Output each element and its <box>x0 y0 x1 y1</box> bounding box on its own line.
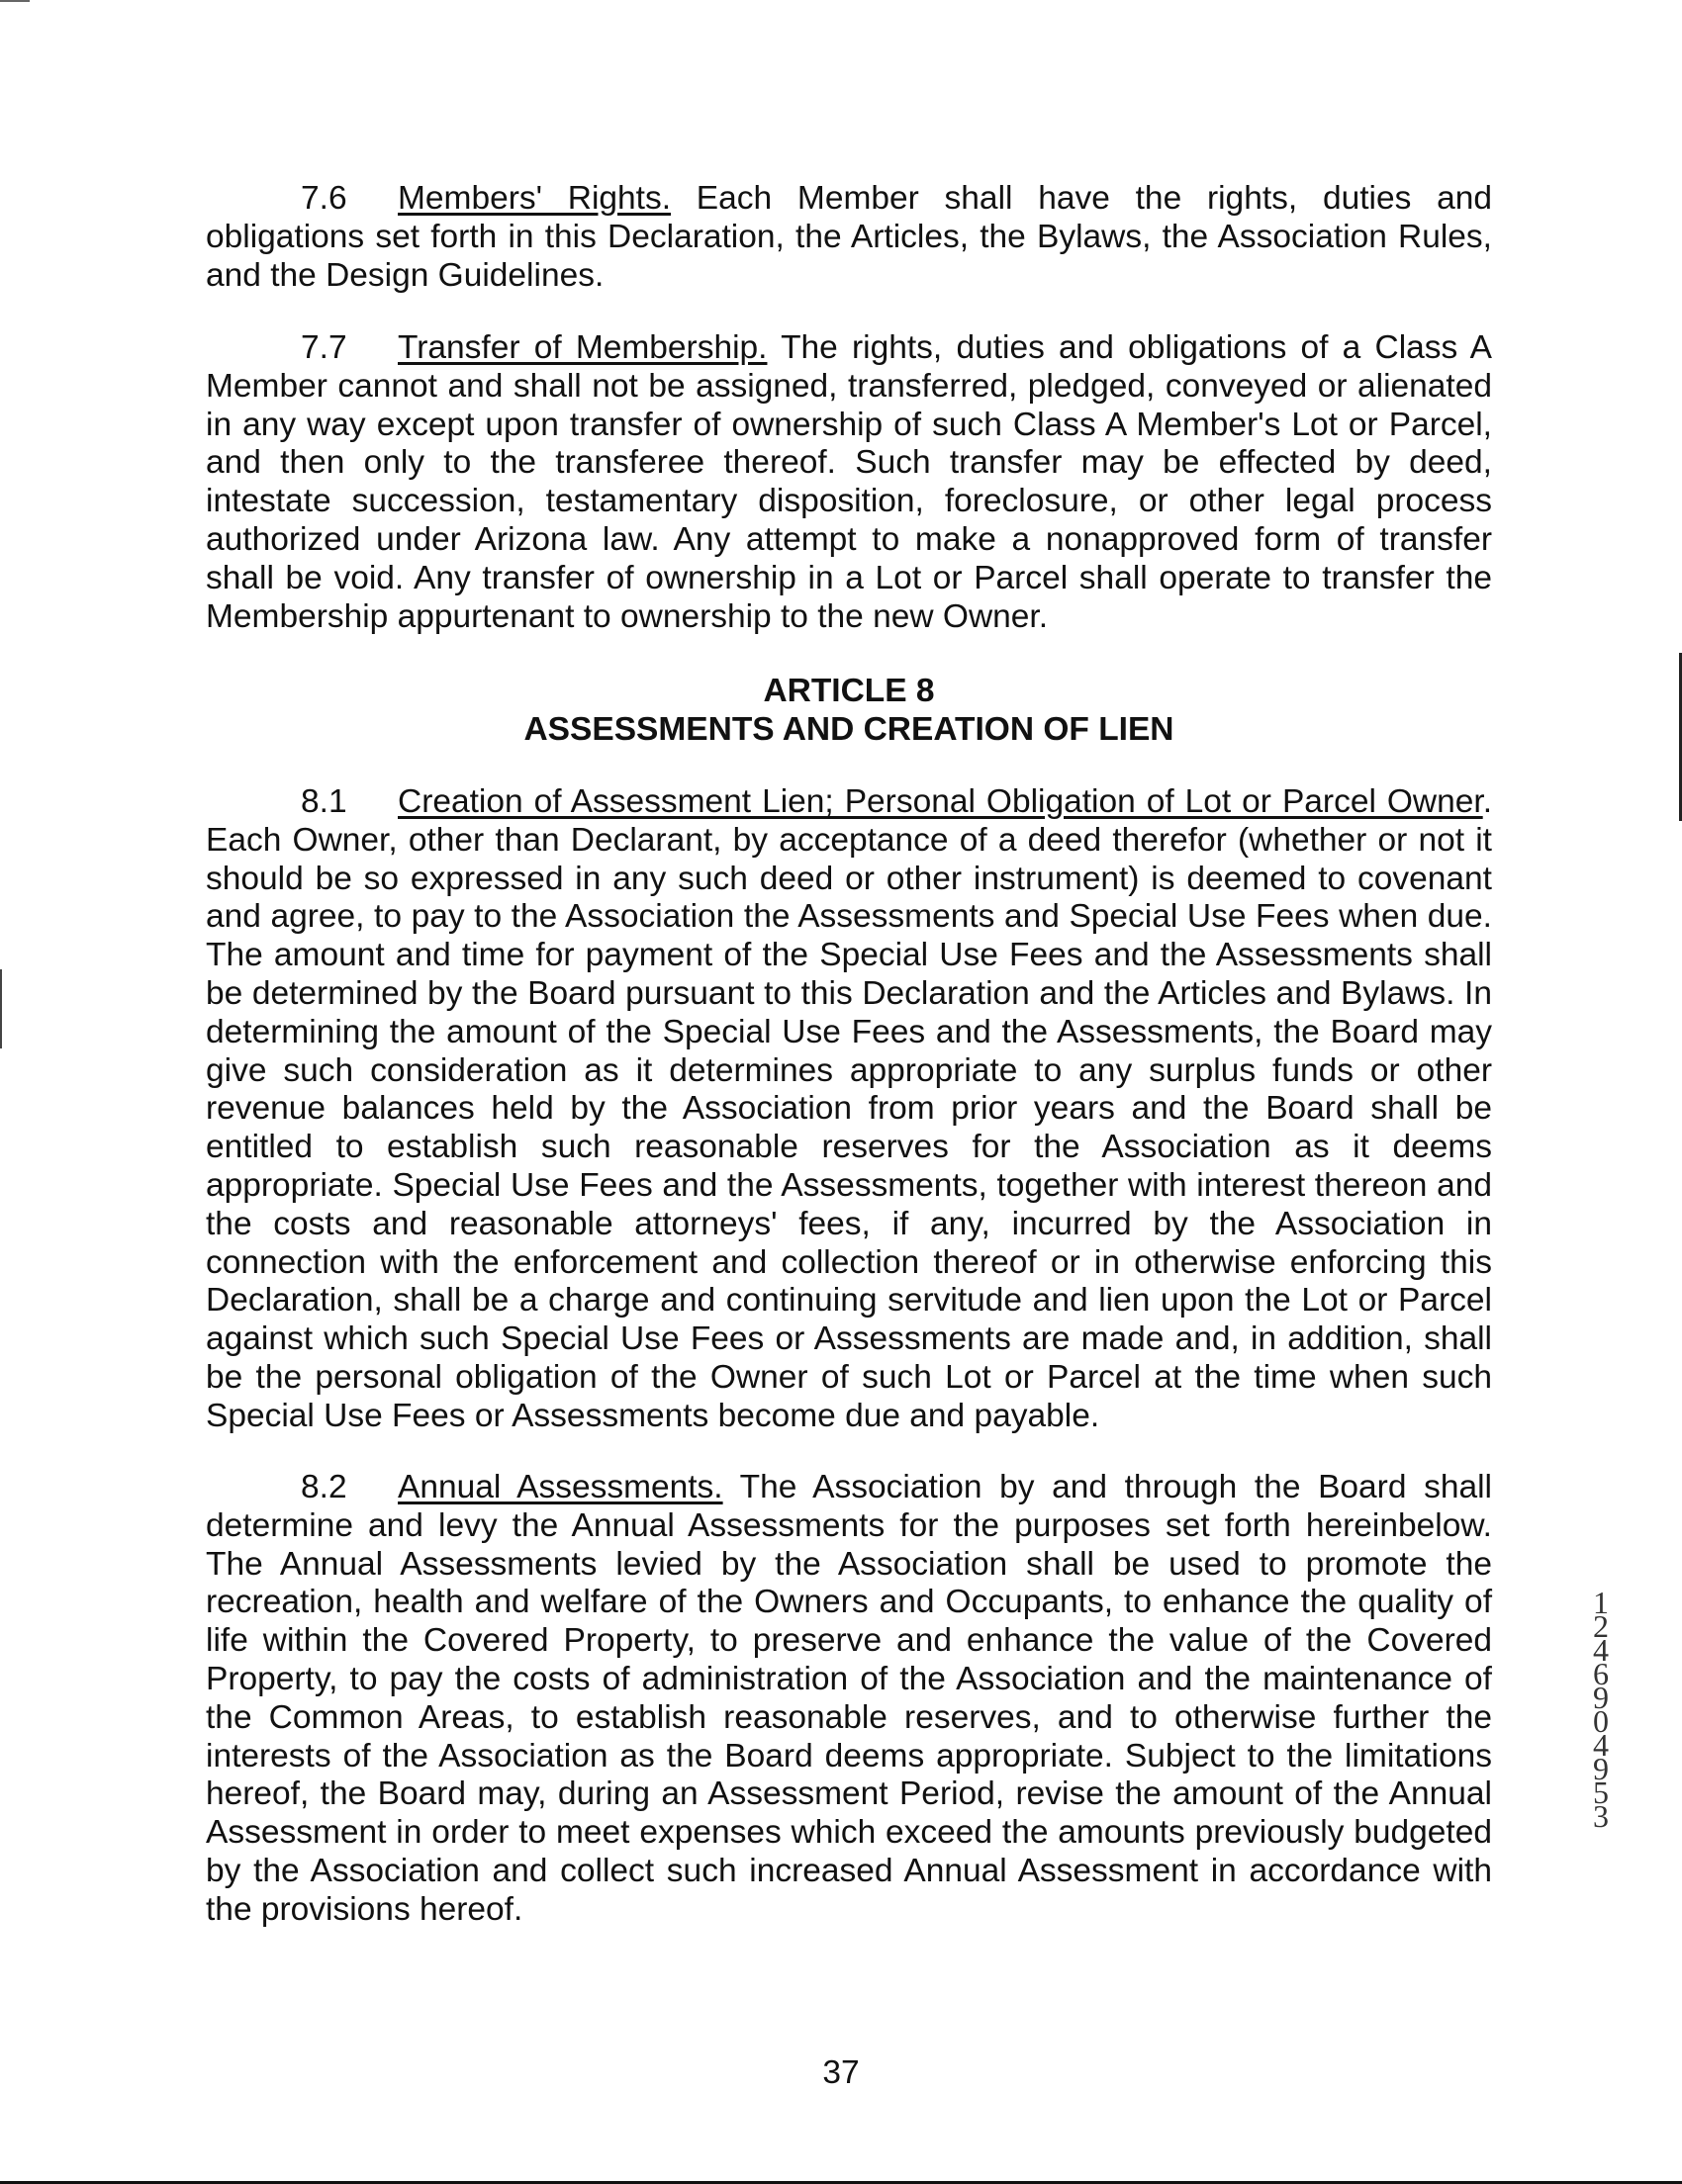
page-number: 37 <box>822 2054 860 2091</box>
section-title: Creation of Assessment Lien; Personal Obligation of Lot or Parcel Owner <box>398 783 1483 820</box>
section-text: The Association by and through the Board shall determine and levy the Annual Assessments for the purposes set forth hereinbelow. The Annual Assessments levied by the Association shall be used to promote the recreation, health and welfare of the Owners and Occupants, to enhance the quality of life within the Covered Property, to preserve and enhance the value of the Covered Property, to pay the costs of administration of the Association and the maintenance of the Common Areas, to establish reasonable reserves, and to otherwise further the interests of the Association as the Board deems appropriate. Subject to the limitations hereof, the Board may, during an Assessment Period, revise the amount of the Annual Assessment in order to meet expenses which exceed the amounts previously budgeted by the Association and collect such increased Annual Assessment in accordance with the provisions hereof. <box>206 1469 1493 1928</box>
section-number: 7.6 <box>301 180 347 217</box>
recording-stamp: 12469 04953 <box>1593 1585 1609 1834</box>
scan-edge-mark <box>0 969 2 1048</box>
section-7-7 <box>206 329 1492 636</box>
article-heading <box>206 673 1492 750</box>
section-number: 8.2 <box>301 1469 347 1505</box>
section-text: Each Member shall have the rights, duties and obligations set forth in this Declaration, the Articles, the Bylaws, the Association Rules, and the Design Guidelines. <box>206 180 1492 294</box>
section-text: The rights, duties and obligations of a Class A Member cannot and shall not be assigned, transferred, pledged, conveyed or alienated in any way except upon transfer of ownership of such Class A Member's Lot or Parcel, and then only to the transferee thereof. Such transfer may be effected by deed, intestate succession, testamentary disposition, foreclosure, or other legal process authorized under Arizona law. Any attempt to make a nonapproved form of transfer shall be void. Any transfer of ownership in a Lot or Parcel shall operate to transfer the Membership appurtenant to ownership to the new Owner. <box>206 329 1492 635</box>
article-title: ASSESSMENTS AND CREATION OF LIEN <box>523 710 1174 748</box>
section-title: Transfer of Membership. <box>398 329 768 366</box>
section-number: 8.1 <box>301 783 347 820</box>
article-label: ARTICLE 8 <box>763 673 935 709</box>
section-number: 7.7 <box>301 329 347 366</box>
section-title: Members' Rights. <box>398 180 672 217</box>
section-8-2 <box>206 1469 1492 1930</box>
section-title: Annual Assessments. <box>398 1469 723 1505</box>
scan-edge-mark <box>0 0 30 2</box>
section-8-1 <box>206 783 1492 1436</box>
section-7-6 <box>206 180 1492 295</box>
section-text: . Each Owner, other than Declarant, by acceptance of a deed therefor (whether or not it should be so expressed in any such deed or other instrument) is deemed to covenant and agree, to pay to the Association the Assessments and Special Use Fees when due. The amount and time for payment of the Special Use Fees and the Assessments shall be determined by the Board pursuant to this Declaration and the Articles and Bylaws. In determining the amount of the Special Use Fees and the Assessments, the Board may give such consideration as it determines appropriate to any surplus funds or other revenue balances held by the Association from prior years and the Board shall be entitled to establish such reasonable reserves for the Association as it deems appropriate. Special Use Fees and the Assessments, together with interest thereon and the costs and reasonable attorneys' fees, if any, incurred by the Association in connection with the enforcement and collection thereof or in otherwise enforcing this Declaration, shall be a charge and continuing servitude and lien upon the Lot or Parcel against which such Special Use Fees or Assessments are made and, in addition, shall be the personal obligation of the Owner of such Lot or Parcel at the time when such Special Use Fees or Assessments become due and payable. <box>206 783 1492 1434</box>
